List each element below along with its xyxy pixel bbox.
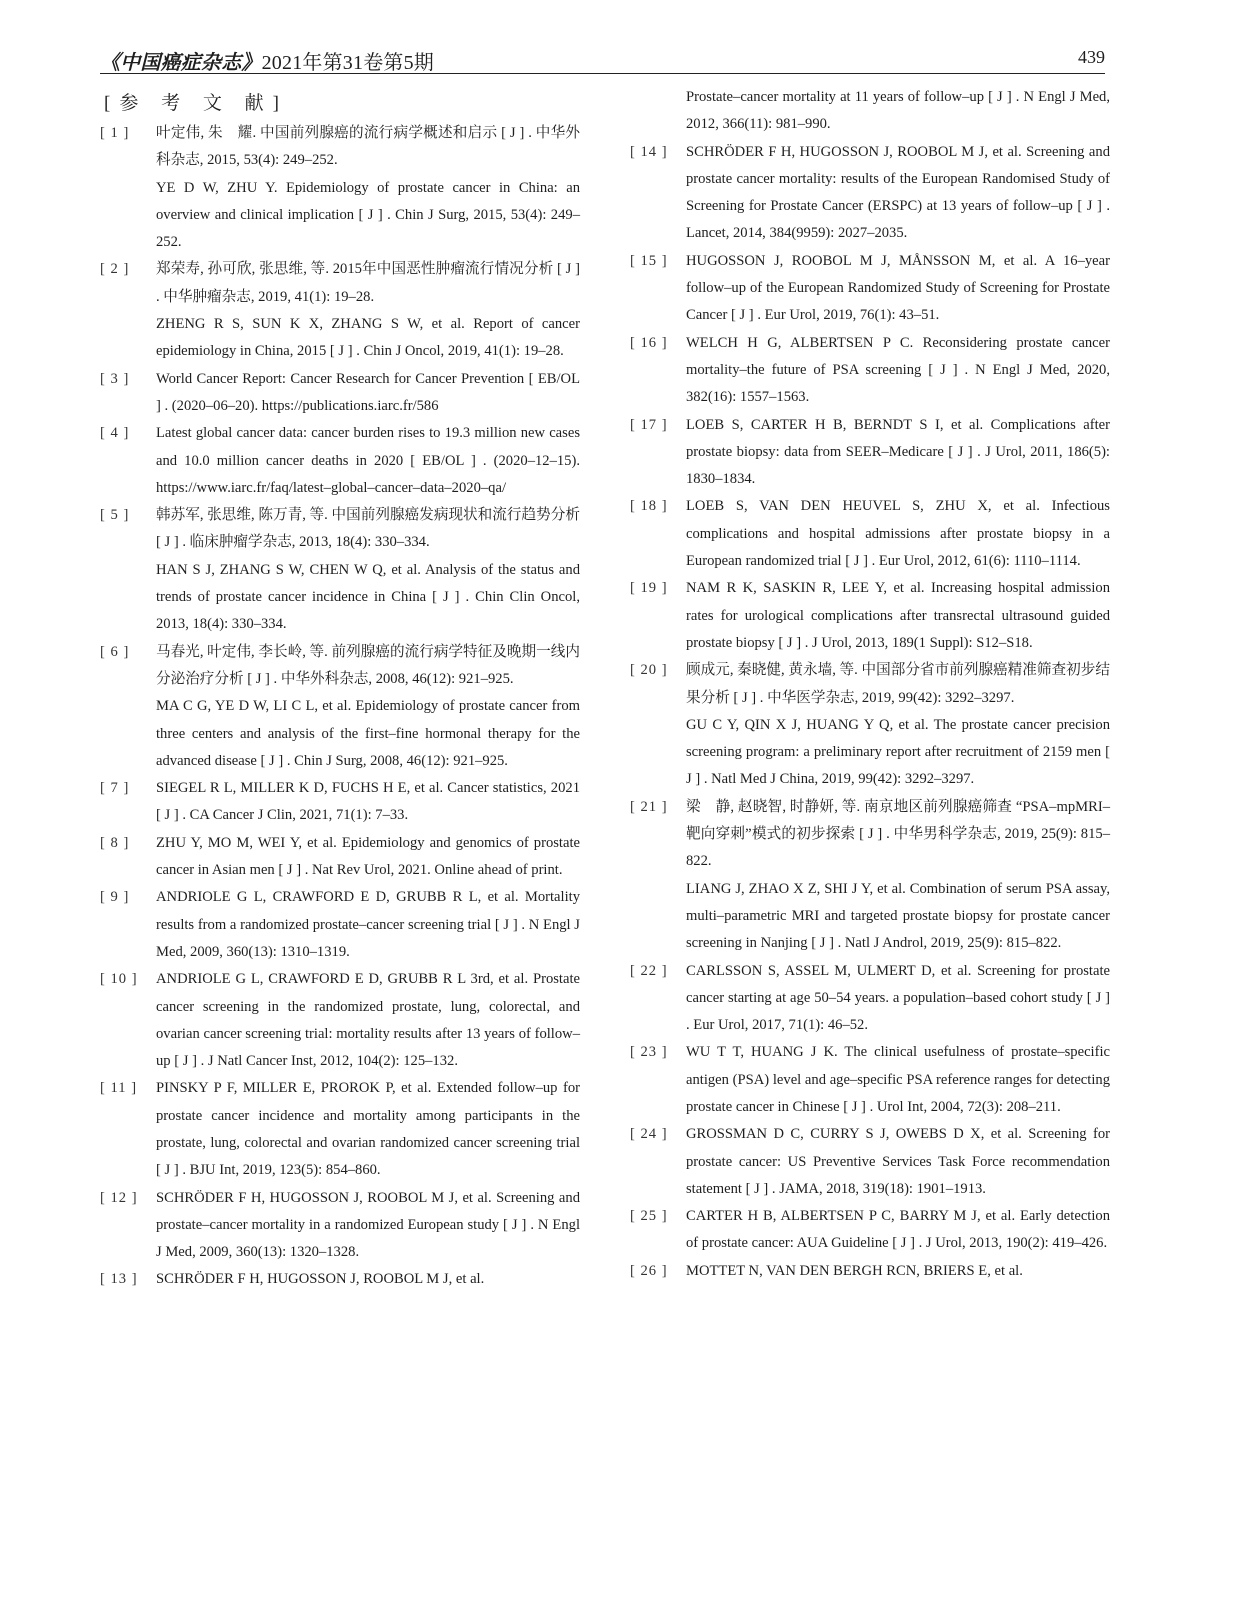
reference-text: CARTER H B, ALBERTSEN P C, BARRY M J, et al. Early detection of prostate cancer: AUA Guideline [ J ] . J Urol, 2013, 190(2): 419–426. <box>686 1208 1110 1252</box>
reference-entry <box>630 84 1110 139</box>
reference-entry <box>630 1203 1110 1258</box>
reference-number: [ 1 ] <box>100 125 130 141</box>
reference-text: SIEGEL R L, MILLER K D, FUCHS H E, et al. Cancer statistics, 2021 [ J ] . CA Cancer J Clin, 2021, 71(1): 7–33. <box>156 780 580 824</box>
reference-number: [ 21 ] <box>630 798 668 815</box>
reference-number: [ 6 ] <box>100 643 130 660</box>
reference-text: GROSSMAN D C, CURRY S J, OWEBS D X, et al. Screening for prostate cancer: US Preventive Services Task Force recommendation statement [ J ] . JAMA, 2018, 319(18): 1901–1913. <box>686 1126 1110 1197</box>
reference-text: PINSKY P F, MILLER E, PROROK P, et al. Extended follow–up for prostate cancer incidence and mortality among participants in the prostate, lung, colorectal and ovarian randomized cancer screening trial [ J ] . BJU Int, 2019, 123(5): 854–860. <box>156 1080 580 1179</box>
reference-number: [ 11 ] <box>100 1080 138 1097</box>
journal-title: 《中国癌症杂志》 <box>100 52 262 74</box>
reference-text: ANDRIOLE G L, CRAWFORD E D, GRUBB R L, et al. Mortality results from a randomized prostate–cancer screening trial [ J ] . N Engl J Med, 2009, 360(13): 1310–1319. <box>156 889 580 960</box>
reference-number: [ 9 ] <box>100 889 130 906</box>
reference-text: 顾成元, 秦晓健, 黄永墙, 等. 中国部分省市前列腺癌精准筛查初步结果分析 [ J ] . 中华医学杂志, 2019, 99(42): 3292–3297. <box>686 662 1110 706</box>
reference-number: [ 24 ] <box>630 1126 668 1143</box>
reference-number: [ 12 ] <box>100 1189 138 1206</box>
reference-entry <box>100 639 580 775</box>
reference-number: [ 26 ] <box>630 1262 668 1279</box>
reference-entry <box>630 493 1110 575</box>
reference-number: [ 3 ] <box>100 370 130 387</box>
reference-text: SCHRÖDER F H, HUGOSSON J, ROOBOL M J, et al. Screening and prostate–cancer mortality in a randomized European study [ J ] . N Engl J Med, 2009, 360(13): 1320–1328. <box>156 1189 580 1261</box>
reference-number: [ 19 ] <box>630 580 668 597</box>
reference-entry <box>630 657 1110 793</box>
reference-entry <box>100 884 580 966</box>
reference-number: [ 16 ] <box>630 334 668 351</box>
reference-entry <box>100 1266 580 1293</box>
reference-number: [ 13 ] <box>100 1271 138 1288</box>
reference-number: [ 5 ] <box>100 507 130 524</box>
reference-entry <box>630 575 1110 657</box>
reference-number: [ 7 ] <box>100 780 130 797</box>
header-rule <box>100 73 1105 74</box>
references-right-column <box>630 84 1110 1285</box>
reference-translation: MA C G, YE D W, LI C L, et al. Epidemiology of prostate cancer from three centers and analysis of the first–fine hormonal therapy for the advanced disease [ J ] . Chin J Surg, 2008, 46(12): 921–925. <box>156 698 580 769</box>
reference-text: CARLSSON S, ASSEL M, ULMERT D, et al. Screening for prostate cancer starting at age 50–54 years. a population–based cohort study [ J ] . Eur Urol, 2017, 71(1): 46–52. <box>686 962 1110 1034</box>
reference-entry <box>100 366 580 421</box>
reference-number: [ 23 ] <box>630 1044 668 1061</box>
reference-entry <box>100 1075 580 1184</box>
reference-text: HUGOSSON J, ROOBOL M J, MÅNSSON M, et al. A 16–year follow–up of the European Randomized Study of Screening for Prostate Cancer [ J ] . Eur Urol, 2019, 76(1): 43–51. <box>686 252 1110 324</box>
reference-text: Latest global cancer data: cancer burden rises to 19.3 million new cases and 10.0 million cancer deaths in 2020 [ EB/OL ] . (2020–12–15). https://www.iarc.fr/faq/latest–global–cancer–data–2020–qa/ <box>156 425 580 496</box>
reference-text: 梁 静, 赵晓智, 时静妍, 等. 南京地区前列腺癌筛查 “PSA–mpMRI–靶向穿刺”模式的初步探索 [ J ] . 中华男科学杂志, 2019, 25(9): 815–822. <box>686 798 1110 870</box>
reference-text: WELCH H G, ALBERTSEN P C. Reconsidering prostate cancer mortality–the future of PSA screening [ J ] . N Engl J Med, 2020, 382(16): 1557–1563. <box>686 334 1110 406</box>
reference-number: [ 18 ] <box>630 498 668 515</box>
reference-translation: LIANG J, ZHAO X Z, SHI J Y, et al. Combination of serum PSA assay, multi–parametric MRI and targeted prostate biopsy for prostate cancer screening in Nanjing [ J ] . Natl J Androl, 2019, 25(9): 815–822. <box>686 880 1110 952</box>
reference-entry <box>100 775 580 830</box>
reference-text: World Cancer Report: Cancer Research for Cancer Prevention [ EB/OL ] . (2020–06–20). https://publications.iarc.fr/586 <box>156 370 580 414</box>
reference-number: [ 25 ] <box>630 1208 668 1225</box>
reference-entry <box>630 412 1110 494</box>
reference-entry <box>630 139 1110 248</box>
reference-text: 郑荣寿, 孙可欣, 张思维, 等. 2015年中国恶性肿瘤流行情况分析 [ J ] . 中华肿瘤杂志, 2019, 41(1): 19–28. <box>156 261 580 305</box>
reference-number: [ 15 ] <box>630 252 668 269</box>
reference-number: [ 10 ] <box>100 971 138 988</box>
reference-number: [ 17 ] <box>630 416 668 433</box>
reference-text: ZHU Y, MO M, WEI Y, et al. Epidemiology and genomics of prostate cancer in Asian men [ J ] . Nat Rev Urol, 2021. Online ahead of print. <box>156 834 580 879</box>
reference-translation: HAN S J, ZHANG S W, CHEN W Q, et al. Analysis of the status and trends of prostate cancer incidence in China [ J ] . Chin Clin Oncol, 2013, 18(4): 330–334. <box>156 561 580 633</box>
reference-entry <box>630 1121 1110 1203</box>
reference-entry <box>100 966 580 1075</box>
reference-entry <box>100 420 580 502</box>
reference-text: WU T T, HUANG J K. The clinical usefulness of prostate–specific antigen (PSA) level and age–specific PSA reference ranges for detecting prostate cancer in Chinese [ J ] . Urol Int, 2004, 72(3): 208–211. <box>686 1044 1110 1115</box>
reference-number: [ 4 ] <box>100 425 130 442</box>
reference-translation: ZHENG R S, SUN K X, ZHANG S W, et al. Report of cancer epidemiology in China, 2015 [ J ] . Chin J Oncol, 2019, 41(1): 19–28. <box>156 316 580 360</box>
reference-text: SCHRÖDER F H, HUGOSSON J, ROOBOL M J, et al. <box>156 1271 485 1288</box>
reference-translation: YE D W, ZHU Y. Epidemiology of prostate cancer in China: an overview and clinical implication [ J ] . Chin J Surg, 2015, 53(4): 249–252. <box>156 179 580 251</box>
journal-header <box>100 46 434 75</box>
reference-text: SCHRÖDER F H, HUGOSSON J, ROOBOL M J, et al. Screening and prostate cancer mortality: results of the European Randomised Study of Screening for Prostate Cancer (ERSPC) at 13 years of follow–up [ J ] . Lancet, 2014, 384(9959): 2027–2035. <box>686 143 1110 242</box>
reference-entry <box>100 1185 580 1267</box>
reference-entry <box>630 330 1110 412</box>
reference-number: [ 22 ] <box>630 962 668 979</box>
reference-text: 叶定伟, 朱 耀. 中国前列腺癌的流行病学概述和启示 [ J ] . 中华外科杂志, 2015, 53(4): 249–252. <box>156 125 580 169</box>
reference-entry <box>100 502 580 638</box>
reference-entry <box>630 1039 1110 1121</box>
reference-text: LOEB S, CARTER H B, BERNDT S I, et al. Complications after prostate biopsy: data from SEER–Medicare [ J ] . J Urol, 2011, 186(5): 1830–1834. <box>686 416 1110 488</box>
reference-translation: GU C Y, QIN X J, HUANG Y Q, et al. The prostate cancer precision screening program: a preliminary report after recruitment of 2159 men [ J ] . Natl Med J China, 2019, 99(42): 3292–3297. <box>686 716 1110 788</box>
reference-entry <box>100 256 580 365</box>
reference-number: [ 14 ] <box>630 143 668 160</box>
reference-number: [ 8 ] <box>100 834 130 851</box>
reference-entry <box>630 1258 1110 1285</box>
reference-text: MOTTET N, VAN DEN BERGH RCN, BRIERS E, et al. <box>686 1262 1023 1279</box>
reference-text: NAM R K, SASKIN R, LEE Y, et al. Increasing hospital admission rates for urological complications after transrectal ultrasound guided prostate biopsy [ J ] . J Urol, 2013, 189(1 Suppl): S12–S18. <box>686 580 1110 651</box>
reference-text: 韩苏军, 张思维, 陈万青, 等. 中国前列腺癌发病现状和流行趋势分析 [ J ] . 临床肿瘤学杂志, 2013, 18(4): 330–334. <box>156 507 580 551</box>
reference-entry <box>100 120 580 256</box>
reference-text: 马春光, 叶定伟, 李长岭, 等. 前列腺癌的流行病学特征及晚期一线内分泌治疗分析 [ J ] . 中华外科杂志, 2008, 46(12): 921–925. <box>156 643 580 687</box>
reference-number: [ 20 ] <box>630 662 668 679</box>
reference-entry <box>100 830 580 885</box>
reference-text: Prostate–cancer mortality at 11 years of follow–up [ J ] . N Engl J Med, 2012, 366(11): 981–990. <box>686 89 1110 133</box>
reference-number: [ 2 ] <box>100 261 130 278</box>
references-left-column <box>100 120 580 1294</box>
reference-entry <box>630 958 1110 1040</box>
reference-entry <box>630 794 1110 958</box>
references-heading: [参 考 文 献] <box>104 93 288 114</box>
issue-info: 2021年第31卷第5期 <box>261 52 435 74</box>
reference-entry <box>630 248 1110 330</box>
reference-text: LOEB S, VAN DEN HEUVEL S, ZHU X, et al. Infectious complications and hospital admissions after prostate biopsy in a European randomized trial [ J ] . Eur Urol, 2012, 61(6): 1110–1114. <box>686 498 1110 570</box>
reference-text: ANDRIOLE G L, CRAWFORD E D, GRUBB R L 3rd, et al. Prostate cancer screening in the randomized prostate, lung, colorectal, and ovarian cancer screening trial: mortality results after 13 years of follow–up [ J ] . J Natl Cancer Inst, 2012, 104(2): 125–132. <box>156 971 580 1070</box>
page-number: 439 <box>1078 47 1105 67</box>
